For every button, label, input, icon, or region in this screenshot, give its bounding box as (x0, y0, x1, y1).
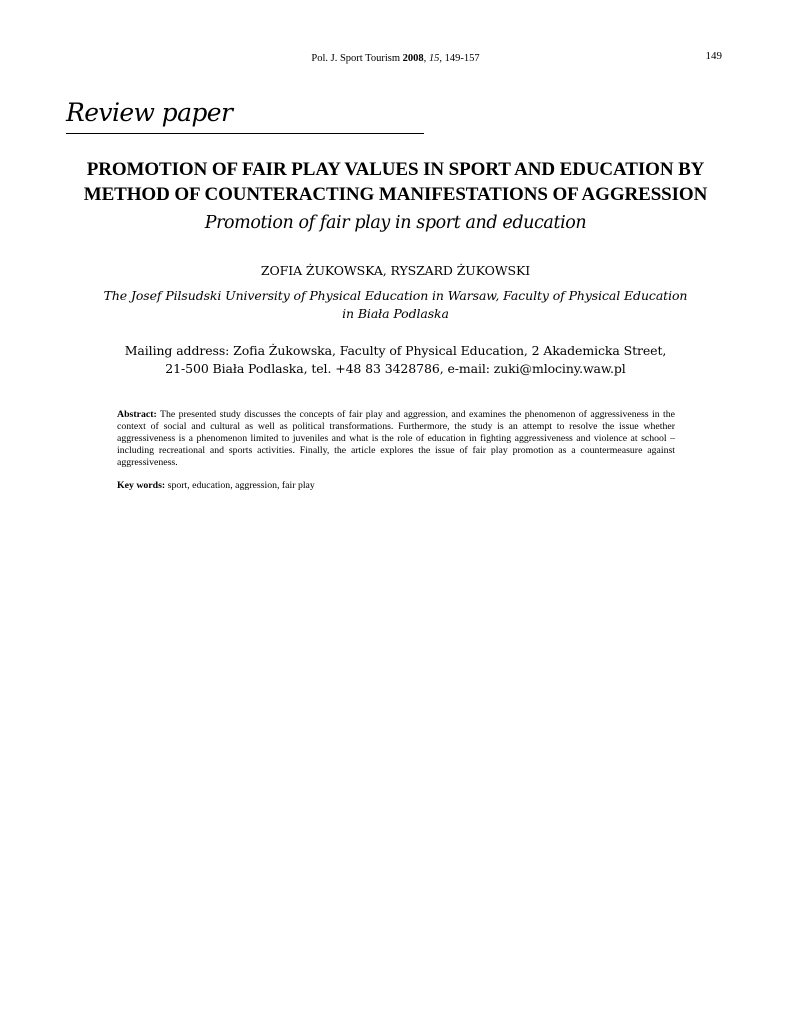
journal-year: 2008 (402, 53, 424, 64)
journal-volume: 15 (428, 53, 440, 64)
paper-title-line: PROMOTION OF FAIR PLAY VALUES IN SPORT AND EDUCATION BY (86, 159, 705, 180)
keywords-text: sport, education, aggression, fair play (167, 480, 315, 491)
paper-subtitle: Promotion of fair play in sport and education (204, 213, 587, 233)
mailing-address (60, 342, 731, 378)
mailing-address-line: Mailing address: Zofia Żukowska, Faculty of Physical Education, 2 Akademicka Street, (124, 343, 667, 358)
abstract-label: Abstract: (117, 409, 157, 420)
affiliation (60, 287, 731, 323)
mailing-address-line: 21-500 Biała Podlaska, tel. +48 83 3428786, e-mail: zuki@mlociny.waw.pl (165, 361, 626, 376)
keywords-label: Key words: (117, 480, 166, 491)
journal-name: Pol. J. Sport Tourism (311, 53, 400, 64)
paper-title-line: METHOD OF COUNTERACTING MANIFESTATIONS OF AGGRESSION (83, 184, 708, 205)
paper-type-underline (66, 133, 424, 134)
authors: ZOFIA ŻUKOWSKA, RYSZARD ŻUKOWSKI (260, 263, 531, 278)
keywords (117, 480, 675, 492)
paper-type-heading: Review paper (66, 98, 233, 127)
affiliation-line: The Josef Pilsudski University of Physical Education in Warsaw, Faculty of Physical Education (103, 288, 688, 303)
paper-title (40, 157, 751, 207)
journal-citation: Pol. J. Sport Tourism 2008, 15, 149-157 (311, 53, 480, 64)
affiliation-line: in Biała Podlaska (342, 306, 449, 321)
abstract-text: The presented study discusses the concepts of fair play and aggression, and examines the phenomenon of aggressiveness in the context of social and cultural as well as political transformations. Furthermore, the study is an attempt to resolve the issue whether aggressiveness is a phenomenon limited to juveniles and what is the role of education in fighting aggressiveness and violence at school – including recreational and sports activities. Finally, the article explores the issue of fair play promotion as a countermeasure against aggressiveness. (117, 409, 675, 468)
journal-pages: 149-157 (444, 53, 480, 64)
page-number: 149 (705, 50, 722, 62)
abstract (117, 409, 675, 469)
